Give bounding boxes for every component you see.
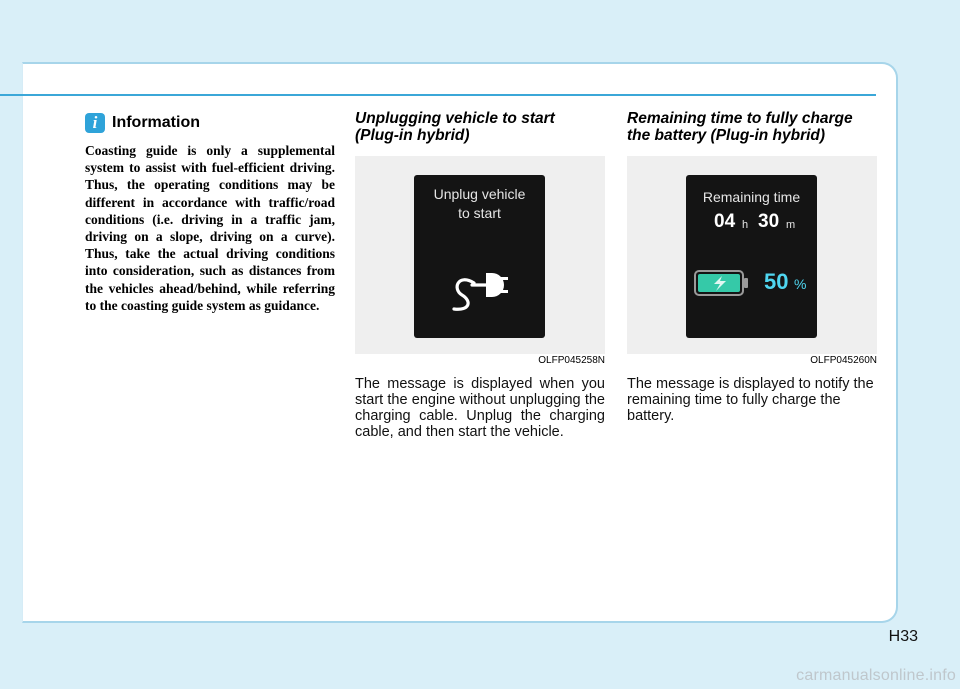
remaining-hours: 04 xyxy=(714,211,736,232)
remaining-title xyxy=(627,110,877,156)
unplug-screen-line1: Unplug vehicle xyxy=(433,186,526,202)
charging-plug-icon xyxy=(448,253,518,313)
header-rule xyxy=(0,94,876,96)
remaining-minutes: 30 xyxy=(758,211,780,232)
remaining-hours-unit: h xyxy=(742,219,749,231)
unplug-title-line2: (Plug-in hybrid) xyxy=(355,127,470,144)
unplug-section xyxy=(355,110,605,440)
information-title: Information xyxy=(112,114,200,131)
remaining-section xyxy=(627,110,877,424)
battery-charging-icon xyxy=(694,269,750,297)
unplug-title-line1: Unplugging vehicle to start xyxy=(355,110,555,127)
remaining-minutes-unit: m xyxy=(786,219,796,231)
remaining-figure-caption: OLFP045260N xyxy=(810,355,877,366)
remaining-body: The message is displayed to notify the remaining time to fully charge the battery. xyxy=(627,376,874,424)
information-section xyxy=(85,110,335,314)
remaining-screen-title: Remaining time xyxy=(702,189,801,205)
unplug-cluster-screen xyxy=(414,175,545,338)
information-body: Coasting guide is only a supplemental system to assist with fuel-efficient driving. Thus, the operating conditions may be different in accordance with traffic/road conditions (i.e. driving in a traffic jam, driving on a slope, driving on a curve). Thus, take the actual driving conditions into consideration, such as distances from the vehicles ahead/behind, while referring to the coasting guide system as guidance. xyxy=(85,143,335,313)
unplug-figure-caption: OLFP045258N xyxy=(538,355,605,366)
unplug-title xyxy=(355,110,605,156)
remaining-cluster-screen xyxy=(686,175,817,338)
remaining-figure xyxy=(627,156,877,354)
information-icon: i xyxy=(85,113,105,133)
unplug-figure xyxy=(355,156,605,354)
unplug-screen-line2: to start xyxy=(458,205,501,221)
battery-percent-unit: % xyxy=(794,276,807,292)
information-header xyxy=(85,110,335,136)
page-number: H33 xyxy=(888,628,918,645)
remaining-title-line2: the battery (Plug-in hybrid) xyxy=(627,127,826,144)
footer-watermark: carmanualsonline.info xyxy=(796,667,956,684)
battery-percent: 50 xyxy=(764,269,789,294)
remaining-title-line1: Remaining time to fully charge xyxy=(627,110,853,127)
unplug-body: The message is displayed when you start the engine without unplugging the charging cable. Unplug the charging cable, and then start the vehicle. xyxy=(355,376,605,440)
